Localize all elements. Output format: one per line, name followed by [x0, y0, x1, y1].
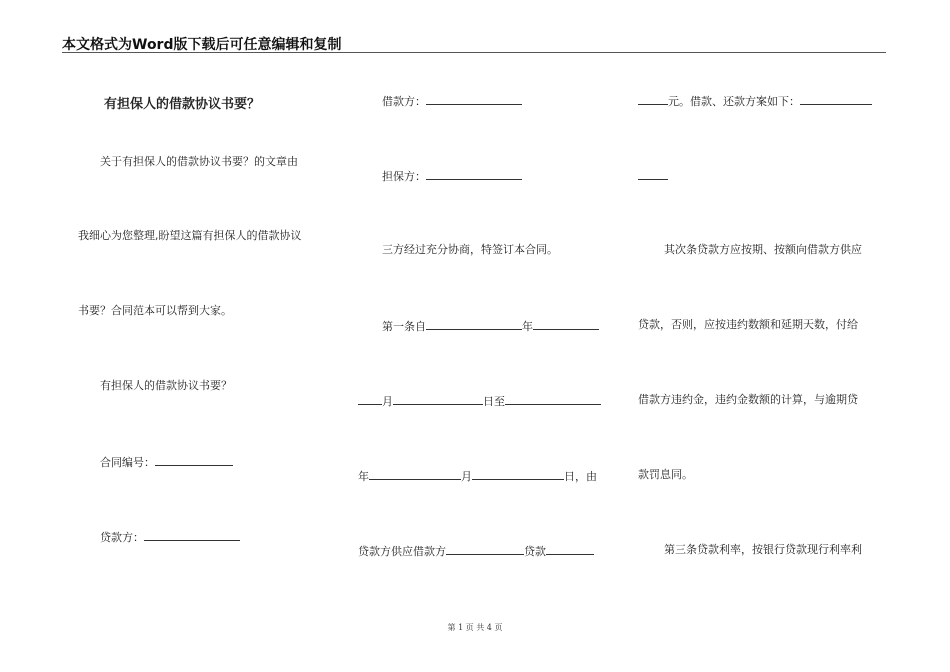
month-fill-blank: [358, 393, 382, 405]
intro-line-3: 书要？合同范本可以帮到大家。: [78, 304, 232, 317]
amount-row: [638, 93, 872, 109]
guarantor-label: 担保方：: [382, 170, 426, 183]
borrower-label: 借款方：: [382, 95, 426, 108]
article-2-line-3: 借款方违约金，违约金数额的计算，与逾期贷: [638, 393, 858, 406]
borrower-row: [382, 93, 522, 109]
loan-amount-blank: [546, 543, 594, 555]
guarantor-row: [382, 168, 522, 184]
year-label-1: 年: [522, 320, 533, 333]
lender-label: 贷款方：: [100, 531, 144, 544]
borrower-blank: [426, 93, 522, 105]
year-blank-1: [426, 318, 522, 330]
end-year-blank: [505, 393, 601, 405]
end-month-blank: [369, 468, 461, 480]
contract-number-blank: [155, 454, 233, 466]
month-label-2: 月: [461, 470, 472, 483]
loan-label: 贷款: [524, 545, 546, 558]
article-2-line-2: 贷款，否则，应按违约数额和延期天数，付给: [638, 318, 858, 331]
year-label-2: 年: [358, 470, 369, 483]
supply-row: [358, 543, 594, 559]
lender-blank: [144, 529, 240, 541]
contract-subtitle: 有担保人的借款协议书要？: [100, 379, 232, 392]
contract-number-row: [100, 454, 233, 470]
plan-continue-blank: [638, 168, 668, 180]
header-title: 本文格式为Word版下载后可任意编辑和复制: [62, 37, 342, 53]
day-to-label: 日至: [483, 395, 505, 408]
article-3-line: 第三条贷款利率，按银行贷款现行利率利: [664, 543, 862, 556]
article-2-line-4: 款罚息同。: [638, 468, 693, 481]
supply-label: 贷款方供应借款方: [358, 545, 446, 558]
end-date-row: [358, 468, 597, 484]
date-range-row: [358, 393, 601, 409]
month-label: 月: [382, 395, 393, 408]
amount-blank: [638, 93, 668, 105]
intro-line-2: 我细心为您整理,盼望这篇有担保人的借款协议: [78, 229, 302, 242]
yuan-label: 元。借款、还款方案如下：: [668, 95, 800, 108]
article-1-label: 第一条自: [382, 320, 426, 333]
plan-blank: [800, 93, 872, 105]
end-day-blank: [472, 468, 564, 480]
page-footer: 第 1 页 共 4 页: [447, 623, 503, 632]
document-title: 有担保人的借款协议书要？: [104, 97, 261, 112]
lender-row: [100, 529, 240, 545]
agreement-statement: 三方经过充分协商，特签订本合同。: [382, 243, 558, 256]
supply-blank: [446, 543, 524, 555]
guarantor-blank: [426, 168, 522, 180]
plan-continue-row: [638, 168, 668, 184]
month-blank-1: [533, 318, 599, 330]
article-2-line: 其次条贷款方应按期、按额向借款方供应: [664, 243, 862, 256]
day-blank: [393, 393, 483, 405]
contract-number-label: 合同编号：: [100, 456, 155, 469]
page-header: [62, 34, 886, 53]
intro-line-1: 关于有担保人的借款协议书要？的文章由: [100, 155, 298, 168]
day-by-label: 日，由: [564, 470, 597, 483]
article-1-row: [382, 318, 599, 334]
